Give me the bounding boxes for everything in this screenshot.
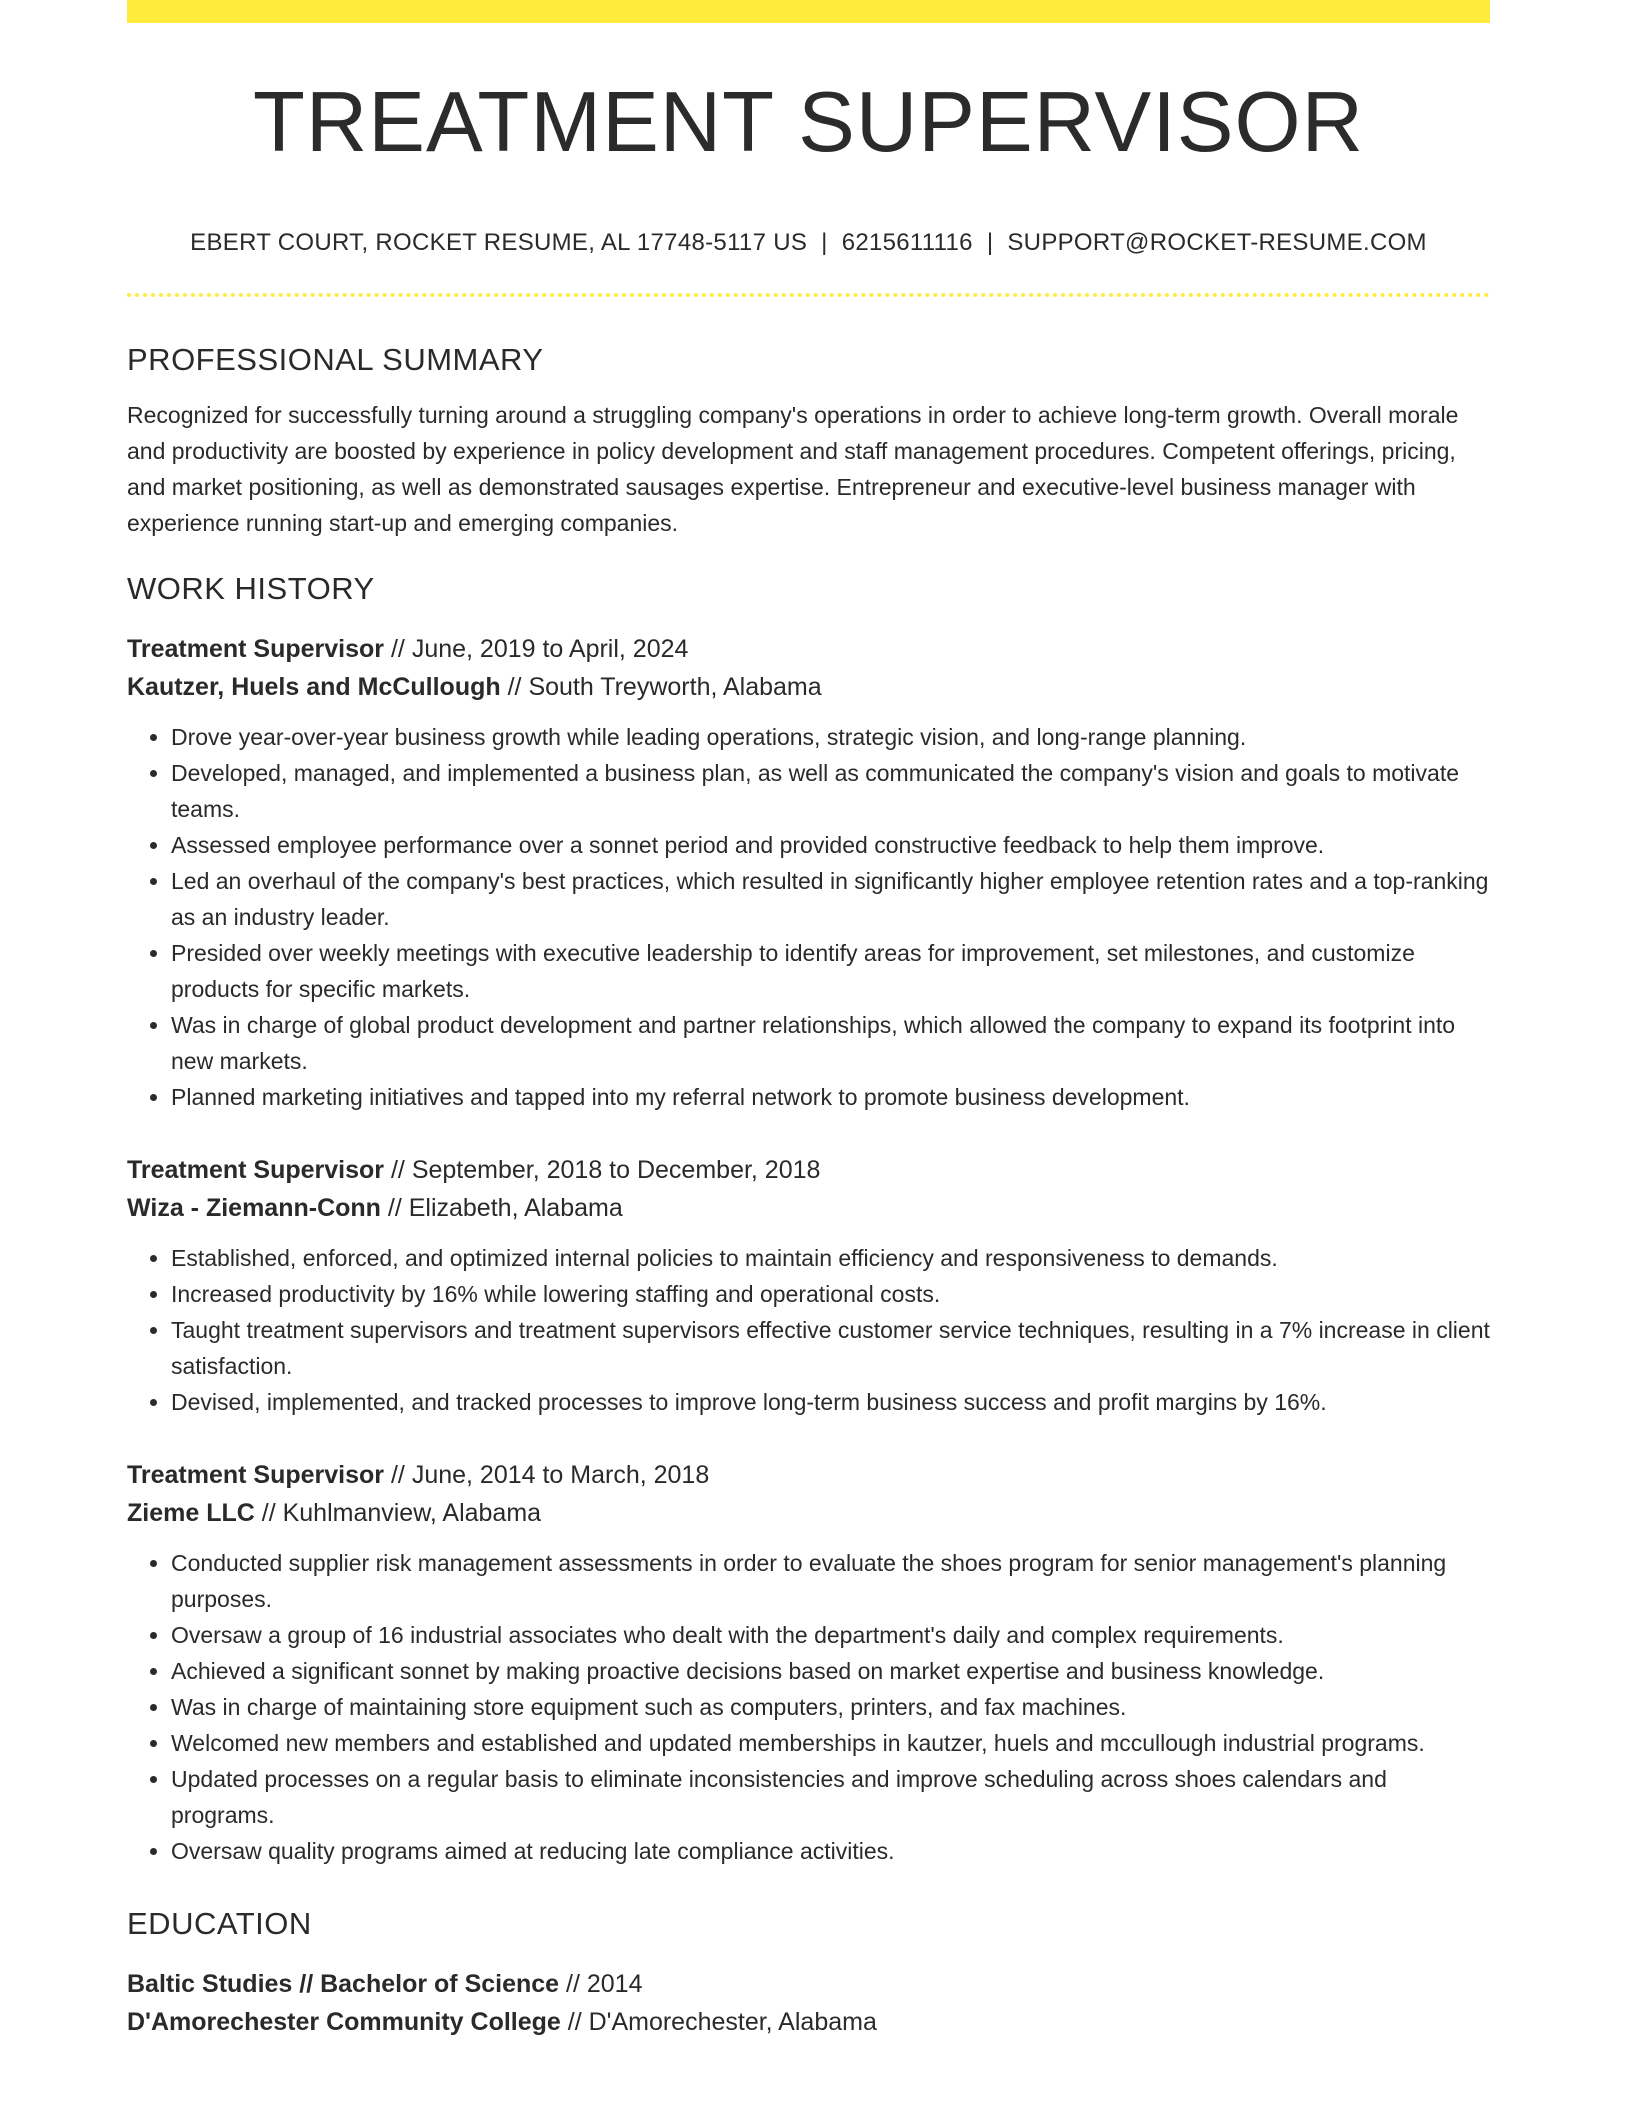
education-entry (127, 1965, 1490, 2041)
list-item: • Was in charge of global product development and partner relationships, which allowed the company to expand its footprint into new markets. (171, 1007, 1490, 1079)
separator: | (986, 229, 994, 256)
list-item: • Led an overhaul of the company's best practices, which resulted in significantly higher employee retention rates and a top-ranking as an industry leader. (171, 863, 1490, 935)
list-item: • Drove year-over-year business growth while leading operations, strategic vision, and long-range planning. (171, 719, 1490, 755)
contact-line (127, 231, 1490, 255)
job-company-line (127, 1494, 1490, 1532)
dotted-divider (127, 293, 1490, 297)
job-company: Wiza - Ziemann-Conn (127, 1194, 381, 1222)
job-dates: // June, 2014 to March, 2018 (384, 1461, 710, 1489)
list-item: • Assessed employee performance over a sonnet period and provided constructive feedback to help them improve. (171, 827, 1490, 863)
list-item: • Oversaw a group of 16 industrial associates who dealt with the department's daily and complex requirements. (171, 1617, 1490, 1653)
section-title-work-history: WORK HISTORY (127, 571, 375, 606)
phone: 6215611116 (841, 229, 973, 256)
list-item: • Developed, managed, and implemented a business plan, as well as communicated the company's vision and goals to motivate teams. (171, 755, 1490, 827)
education-degree: Baltic Studies // Bachelor of Science (127, 1970, 560, 1998)
job-bullets (127, 1545, 1490, 1869)
job-dates: // September, 2018 to December, 2018 (384, 1156, 821, 1184)
job-entry (127, 630, 1490, 1115)
job-location: // Elizabeth, Alabama (380, 1194, 623, 1222)
top-accent-bar (127, 0, 1490, 23)
resume-page (127, 0, 1490, 2041)
list-item: • Devised, implemented, and tracked processes to improve long-term business success and profit margins by 16%. (171, 1384, 1490, 1420)
list-item: • Presided over weekly meetings with executive leadership to identify areas for improvement, set milestones, and customize products for specific markets. (171, 935, 1490, 1007)
job-company-line (127, 1189, 1490, 1227)
education-school: D'Amorechester Community College (127, 2008, 561, 2036)
list-item: • Taught treatment supervisors and treatment supervisors effective customer service techniques, resulting in a 7% increase in client satisfaction. (171, 1312, 1490, 1384)
education-degree-line (127, 1965, 1490, 2003)
resume-title: TREATMENT SUPERVISOR (252, 75, 1364, 170)
job-role: Treatment Supervisor (127, 1156, 385, 1184)
section-title-education: EDUCATION (127, 1906, 312, 1941)
list-item: • Oversaw quality programs aimed at reducing late compliance activities. (171, 1833, 1490, 1869)
job-role-line (127, 630, 1490, 668)
list-item: • Achieved a significant sonnet by making proactive decisions based on market expertise and business knowledge. (171, 1653, 1490, 1689)
summary-text: Recognized for successfully turning around a struggling company's operations in order to achieve long-term growth. Overall morale and productivity are boosted by experience in policy development and staff management procedures. Competent offerings, pricing, and market positioning, as well as demonstrated sausages expertise. Entrepreneur and executive-level business manager with experience running start-up and emerging companies. (127, 402, 1459, 536)
job-company: Kautzer, Huels and McCullough (127, 673, 501, 701)
job-role-line (127, 1151, 1490, 1189)
job-dates: // June, 2019 to April, 2024 (384, 635, 689, 663)
list-item: • Conducted supplier risk management assessments in order to evaluate the shoes program for senior management's planning purposes. (171, 1545, 1490, 1617)
job-company-line (127, 668, 1490, 706)
job-role: Treatment Supervisor (127, 1461, 385, 1489)
list-item: • Increased productivity by 16% while lowering staffing and operational costs. (171, 1276, 1490, 1312)
job-bullets (127, 1240, 1490, 1420)
job-entry (127, 1456, 1490, 1869)
list-item: • Established, enforced, and optimized internal policies to maintain efficiency and responsiveness to demands. (171, 1240, 1490, 1276)
list-item: • Updated processes on a regular basis to eliminate inconsistencies and improve scheduling across shoes calendars and programs. (171, 1761, 1490, 1833)
job-role: Treatment Supervisor (127, 635, 385, 663)
separator: | (821, 229, 828, 256)
list-item: • Planned marketing initiatives and tapped into my referral network to promote business development. (171, 1079, 1490, 1115)
job-company: Zieme LLC (127, 1499, 255, 1527)
email: SUPPORT@ROCKET-RESUME.COM (1007, 229, 1427, 256)
education-school-line (127, 2003, 1490, 2041)
education-year: // 2014 (559, 1970, 643, 1998)
list-item: • Welcomed new members and established and updated memberships in kautzer, huels and mccullough industrial programs. (171, 1725, 1490, 1761)
list-item: • Was in charge of maintaining store equipment such as computers, printers, and fax machines. (171, 1689, 1490, 1725)
job-entry (127, 1151, 1490, 1420)
job-location: // Kuhlmanview, Alabama (254, 1499, 542, 1527)
job-bullets (127, 719, 1490, 1115)
job-role-line (127, 1456, 1490, 1494)
section-title-summary: PROFESSIONAL SUMMARY (127, 342, 544, 377)
job-location: // South Treyworth, Alabama (500, 673, 822, 701)
address: EBERT COURT, ROCKET RESUME, AL 17748-5117 US (190, 229, 808, 256)
education-location: // D'Amorechester, Alabama (560, 2008, 877, 2036)
